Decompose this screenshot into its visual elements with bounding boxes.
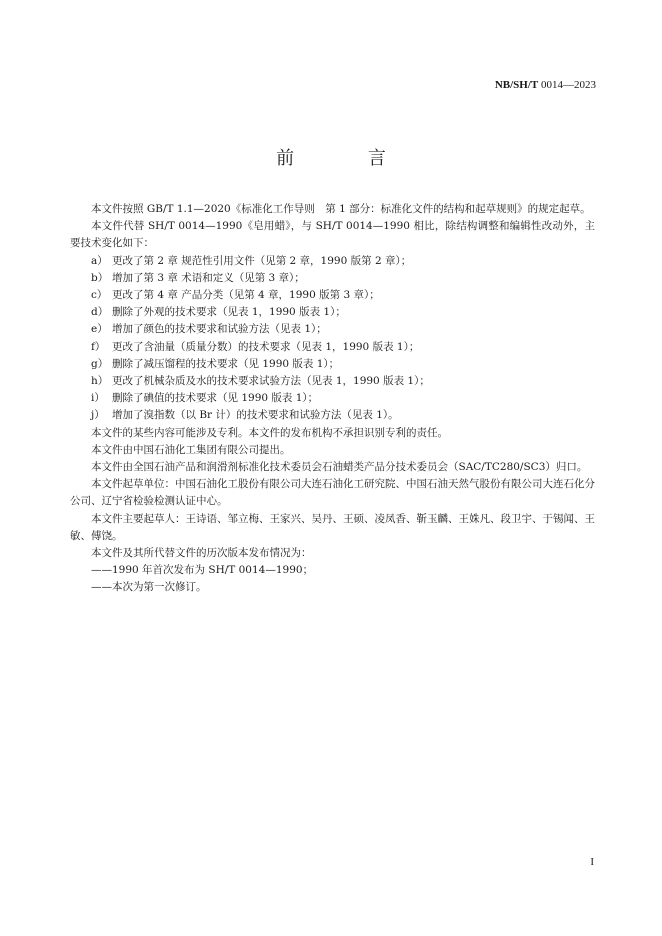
- history-item: ——1990 年首次发布为 SH/T 0014—1990；: [91, 564, 314, 577]
- list-item-change: [70, 407, 595, 424]
- list-item-text: 更改了第 2 章 规范性引用文件（见第 2 章，1990 版第 2 章）；: [112, 254, 412, 267]
- list-item-change: [70, 390, 595, 407]
- list-item-change: [70, 356, 595, 373]
- standard-org-code: NB/SH/T: [494, 79, 539, 91]
- paragraph-committee: 本文件由全国石油产品和润滑剂标准化技术委员会石油蜡类产品分技术委员会（SAC/TC280/SC3）归口。: [91, 461, 588, 474]
- paragraph-drafting-units: 本文件起草单位：中国石油化工股份有限公司大连石油化工研究院、中国石油天然气股份有限公司大连石化分公司、辽宁省检验检测认证中心。: [70, 478, 595, 508]
- list-item-label: a）: [91, 254, 108, 267]
- list-item-change: [70, 321, 595, 338]
- list-item-text: 更改了第 4 章 产品分类（见第 4 章，1990 版第 3 章）；: [112, 289, 380, 302]
- list-item-change: [70, 304, 595, 321]
- list-item-change: [70, 253, 595, 270]
- list-item-text: 增加了第 3 章 术语和定义（见第 3 章）；: [112, 271, 305, 284]
- list-item-change: [70, 339, 595, 356]
- list-item-text: 增加了颜色的技术要求和试验方法（见表 1）；: [112, 323, 327, 336]
- list-item-change: [70, 373, 595, 390]
- list-item-text: 更改了含油量（质量分数）的技术要求（见表 1，1990 版表 1）；: [112, 340, 420, 353]
- list-item-label: d）: [91, 306, 109, 319]
- list-item-text: 增加了溴指数（以 Br 计）的技术要求和试验方法（见表 1）。: [112, 409, 399, 422]
- standard-number: [495, 79, 596, 91]
- page-title: 前 言: [276, 148, 420, 169]
- list-item-label: e）: [91, 323, 108, 336]
- list-item-text: 删除了碘值的技术要求（见 1990 版表 1）；: [112, 392, 319, 405]
- paragraph-proposer: 本文件由中国石油化工集团有限公司提出。: [91, 443, 291, 456]
- standard-code-number: 0014—2023: [541, 79, 596, 91]
- list-item-label: c）: [91, 289, 108, 302]
- list-item-text: 更改了机械杂质及水的技术要求试验方法（见表 1，1990 版表 1）；: [112, 375, 430, 388]
- list-item-label: b）: [91, 271, 109, 284]
- list-item-label: f）: [91, 340, 106, 353]
- list-item-text: 删除了外观的技术要求（见表 1，1990 版表 1）；: [112, 306, 346, 319]
- paragraph-drafters: 本文件主要起草人：王诗语、邹立梅、王家兴、吴丹、王硕、凌凤香、靳玉麟、王姝凡、段卫宇、于锡闻、王敏、傅饶。: [70, 512, 595, 542]
- foreword-body: [70, 201, 595, 597]
- list-item-text: 删除了减压馏程的技术要求（见 1990 版表 1）；: [112, 357, 340, 370]
- history-item: ——本次为第一次修订。: [91, 581, 207, 594]
- list-item-label: i）: [91, 392, 105, 405]
- paragraph-patent: 本文件的某些内容可能涉及专利。本文件的发布机构不承担识别专利的责任。: [91, 426, 448, 439]
- list-item-change: [70, 270, 595, 287]
- paragraph-drafting-rules: 本文件按照 GB/T 1.1—2020《标准化工作导则 第 1 部分：标准化文件的结构和起草规则》的规定起草。: [91, 203, 591, 215]
- paragraph-history-intro: 本文件及其所代替文件的历次版本发布情况为：: [91, 547, 312, 560]
- list-item-label: j）: [91, 409, 105, 422]
- list-item-label: g）: [91, 357, 109, 370]
- list-item-label: h）: [91, 375, 109, 388]
- page-number: I: [590, 856, 594, 868]
- list-item-change: [70, 287, 595, 304]
- paragraph-replacement: 本文件代替 SH/T 0014—1990《皂用蜡》，与 SH/T 0014—1990 相比，除结构调整和编辑性改动外，主要技术变化如下：: [70, 220, 595, 250]
